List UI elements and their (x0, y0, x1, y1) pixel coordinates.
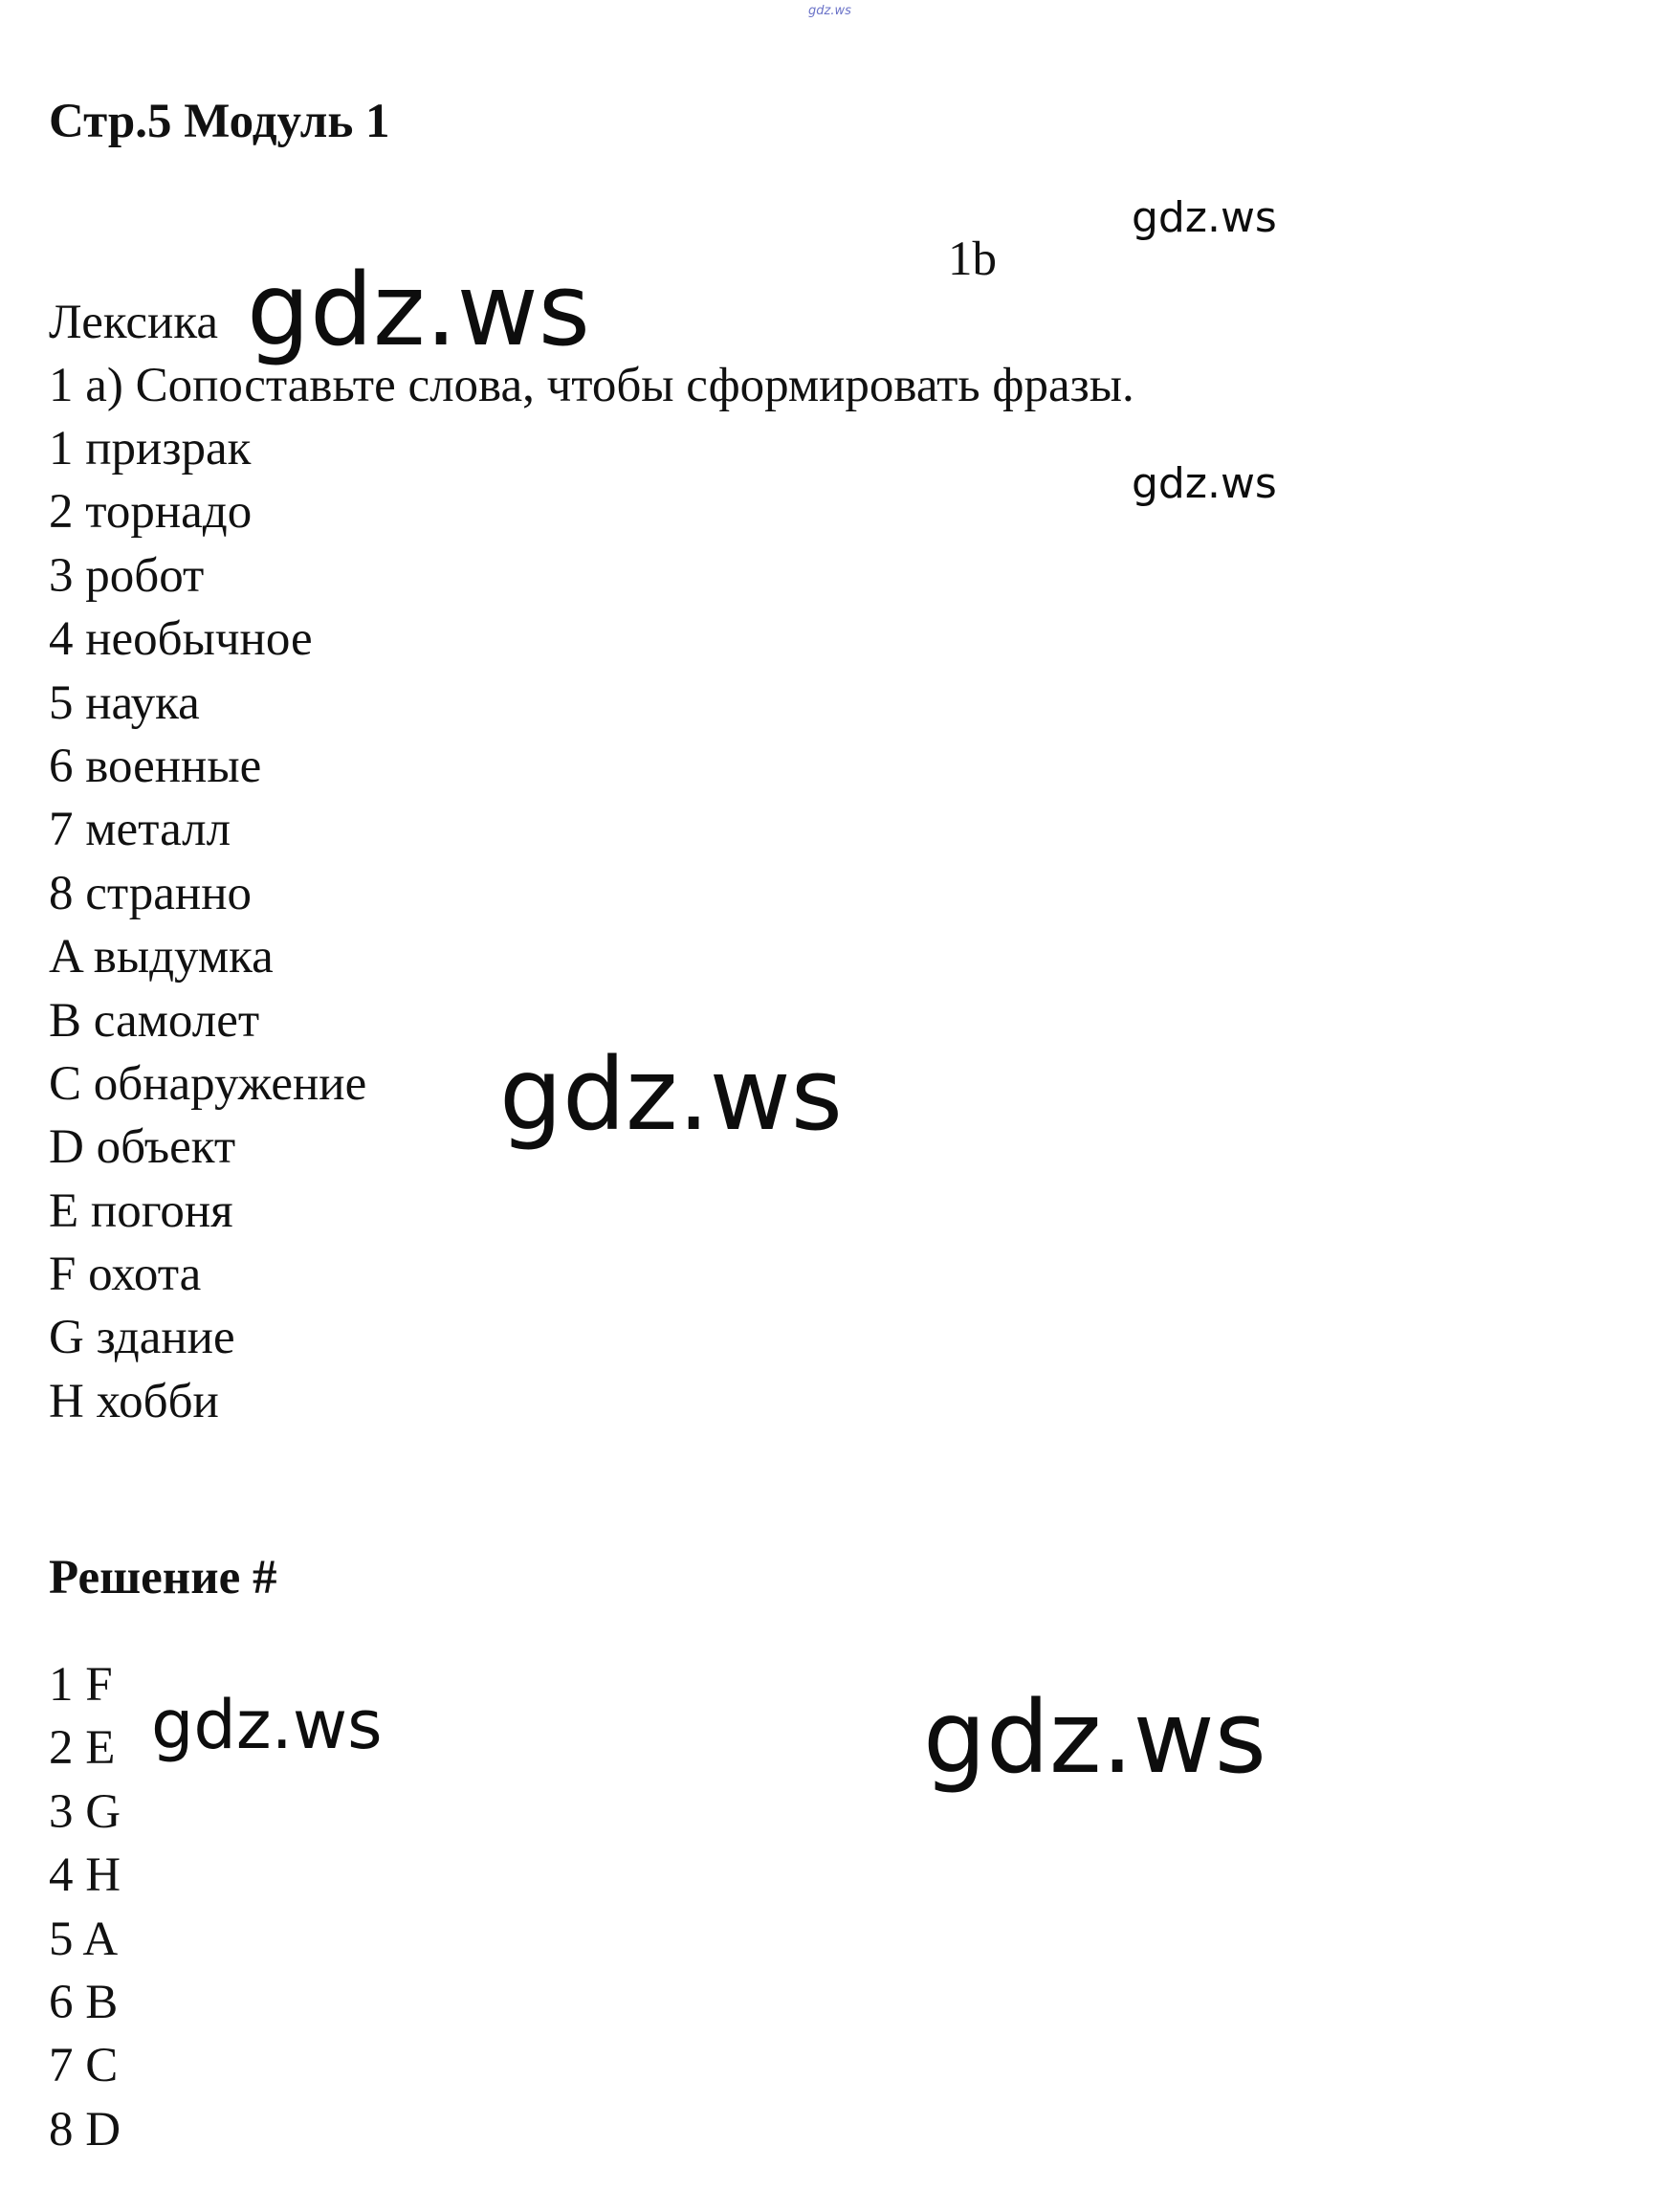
list-item: F охота (49, 1248, 202, 1302)
list-item: A выдумка (49, 930, 274, 984)
watermark-answers-left: gdz.ws (151, 1686, 383, 1764)
list-item: 3 робот (49, 548, 205, 603)
answer-item: 2 E (49, 1721, 116, 1776)
answer-item: 3 G (49, 1784, 121, 1839)
list-item: 5 наука (49, 675, 200, 730)
list-item: 1 призрак (49, 422, 252, 476)
top-watermark: gdz.ws (808, 4, 851, 18)
watermark-center: gdz.ws (499, 1036, 843, 1153)
watermark-right-2: gdz.ws (1132, 459, 1277, 508)
word-list (49, 422, 367, 1441)
answer-item: 5 A (49, 1912, 119, 1966)
list-item: 2 торнадо (49, 485, 253, 540)
exercise-tag: 1b (948, 232, 997, 286)
list-item: 7 металл (49, 803, 231, 857)
list-item: 4 необычное (49, 612, 313, 667)
list-item: B самолет (49, 993, 260, 1048)
watermark-lexika: gdz.ws (247, 252, 590, 368)
list-item: H хобби (49, 1374, 219, 1428)
list-item: E погоня (49, 1183, 233, 1238)
task-instruction: 1 a) Сопоставьте слова, чтобы сформировать фразы. (49, 359, 1134, 412)
answer-item: 4 H (49, 1848, 121, 1903)
answer-item: 7 C (49, 2039, 119, 2093)
answer-list (49, 1658, 121, 2169)
list-item: C обнаружение (49, 1056, 367, 1111)
section-heading: Лексика (49, 296, 218, 349)
page-title: Стр.5 Модуль 1 (49, 95, 390, 148)
watermark-right-1: gdz.ws (1132, 193, 1277, 242)
list-item: 6 военные (49, 739, 262, 793)
answer-item: 1 F (49, 1658, 113, 1712)
solution-heading: Решение # (49, 1551, 277, 1604)
list-item: G здание (49, 1311, 235, 1365)
list-item: D объект (49, 1120, 236, 1175)
list-item: 8 странно (49, 866, 253, 920)
watermark-answers-right: gdz.ws (923, 1679, 1266, 1796)
answer-item: 8 D (49, 2102, 121, 2157)
answer-item: 6 B (49, 1975, 119, 2029)
